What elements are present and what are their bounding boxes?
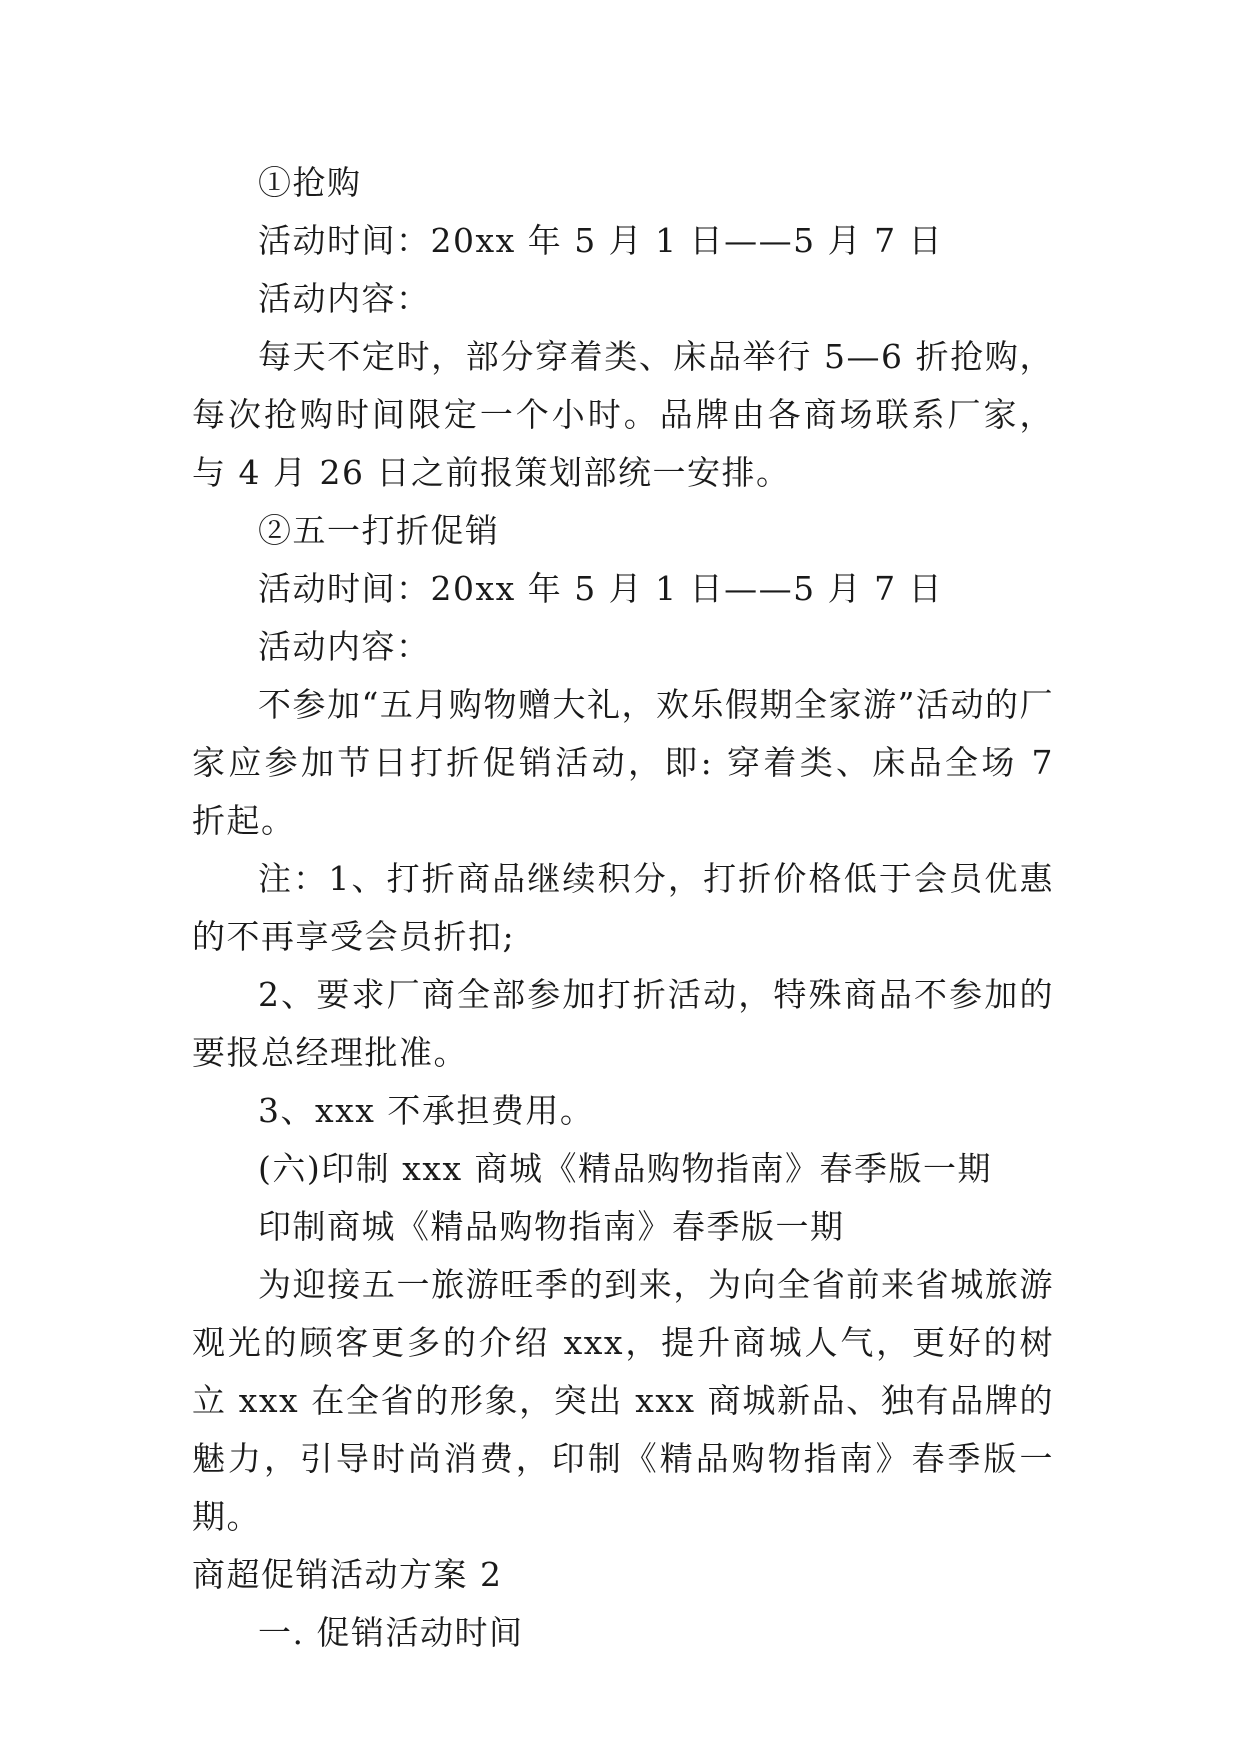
note-paragraph: 注：1、打折商品继续积分，打折价格低于会员优惠的不再享受会员折扣; <box>192 859 1054 956</box>
heading-may-day-discount: ②五一打折促销 <box>258 511 500 550</box>
section-heading: 一. 促销活动时间 <box>258 1613 524 1652</box>
plan-title: 商超促销活动方案 2 <box>192 1555 503 1594</box>
heading-flash-sale: ①抢购 <box>258 163 362 202</box>
note-line: 3、xxx 不承担费用。 <box>258 1091 595 1130</box>
note-paragraph: 2、要求厂商全部参加打折活动，特殊商品不参加的要报总经理批准。 <box>192 975 1054 1072</box>
paragraph: 不参加“五月购物赠大礼，欢乐假期全家游”活动的厂家应参加节日打折促销活动，即: 穿着类、床品全场 7 折起。 <box>192 685 1054 840</box>
activity-content-label: 活动内容： <box>258 279 431 318</box>
document-body <box>192 154 1054 1662</box>
section-heading: (六)印制 xxx 商城《精品购物指南》春季版一期 <box>258 1149 993 1188</box>
paragraph: 每天不定时，部分穿着类、床品举行 5—6 折抢购，每次抢购时间限定一个小时。品牌由各商场联系厂家，与 4 月 26 日之前报策划部统一安排。 <box>192 337 1054 492</box>
paragraph: 为迎接五一旅游旺季的到来，为向全省前来省城旅游观光的顾客更多的介绍 xxx，提升商城人气，更好的树立 xxx 在全省的形象，突出 xxx 商城新品、独有品牌的魅力，引导时尚消费，印制《精品购物指南》春季版一期。 <box>192 1265 1054 1536</box>
activity-content-label: 活动内容： <box>258 627 431 666</box>
activity-time: 活动时间：20xx 年 5 月 1 日——5 月 7 日 <box>258 569 944 608</box>
subheading: 印制商城《精品购物指南》春季版一期 <box>258 1207 845 1246</box>
activity-time: 活动时间：20xx 年 5 月 1 日——5 月 7 日 <box>258 221 944 260</box>
